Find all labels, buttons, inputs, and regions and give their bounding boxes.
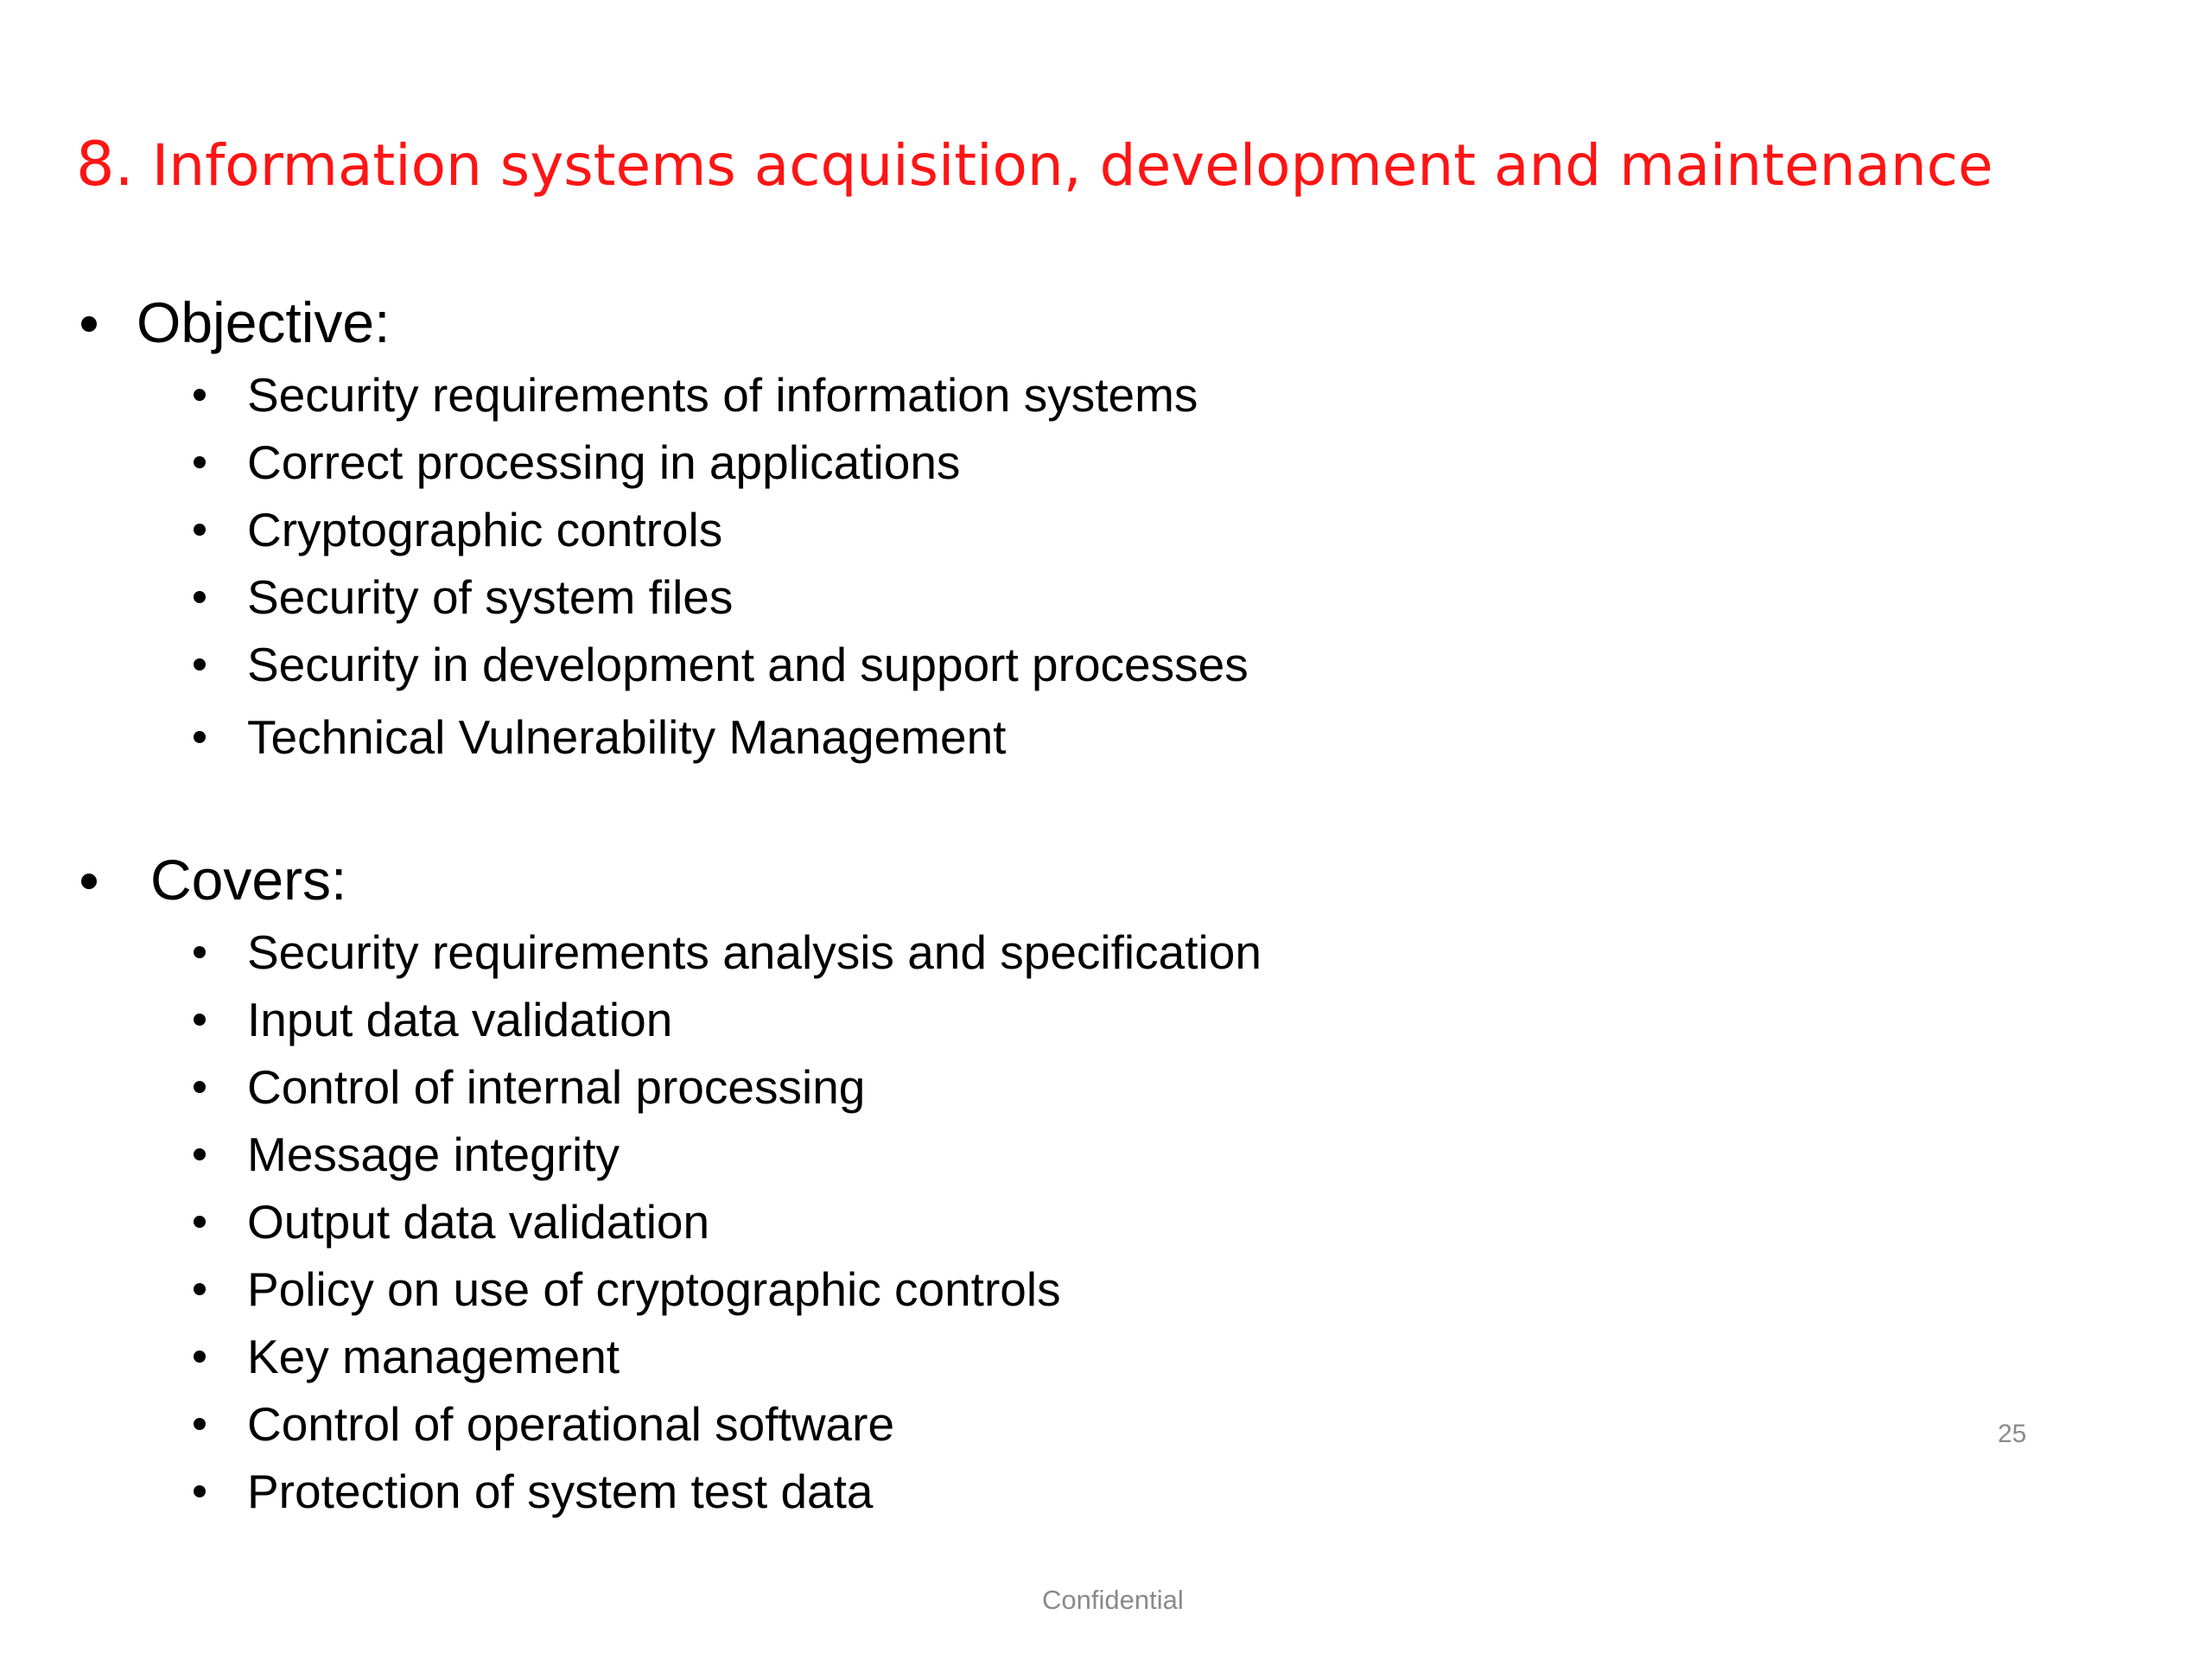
- bullet-icon: [194, 731, 206, 743]
- bullet-icon: [194, 1148, 206, 1160]
- list-item: Security in development and support processes: [247, 638, 1249, 691]
- list-item: Correct processing in applications: [247, 435, 961, 489]
- section-heading-covers: Covers:: [150, 848, 347, 912]
- list-item: Technical Vulnerability Management: [247, 710, 1007, 764]
- list-item: Message integrity: [247, 1128, 620, 1181]
- bullet-icon: [194, 1216, 206, 1228]
- bullet-icon: [194, 1014, 206, 1026]
- bullet-icon: [81, 874, 97, 889]
- bullet-icon: [194, 389, 206, 401]
- list-item: Security of system files: [247, 570, 734, 624]
- section-heading-objective: Objective:: [137, 290, 391, 354]
- list-item: Output data validation: [247, 1195, 710, 1249]
- page-number: 25: [1998, 1420, 2027, 1448]
- footer-label: Confidential: [1042, 1585, 1184, 1615]
- bullet-icon: [194, 524, 206, 536]
- list-item: Policy on use of cryptographic controls: [247, 1262, 1061, 1316]
- bullet-icon: [194, 658, 206, 671]
- list-item: Control of internal processing: [247, 1060, 866, 1114]
- bullet-icon: [194, 1351, 206, 1363]
- list-item: Cryptographic controls: [247, 503, 723, 556]
- bullet-icon: [194, 456, 206, 468]
- list-item: Protection of system test data: [247, 1465, 874, 1518]
- list-item: Security requirements of information systems: [247, 368, 1198, 422]
- list-item: Input data validation: [247, 993, 673, 1046]
- list-item: Security requirements analysis and specification: [247, 925, 1262, 979]
- bullet-icon: [81, 316, 97, 332]
- bullet-icon: [194, 1418, 206, 1430]
- slide-title: [76, 130, 1993, 200]
- bullet-icon: [194, 1485, 206, 1497]
- bullet-icon: [194, 1081, 206, 1093]
- title-number: 8.: [76, 129, 134, 200]
- list-item: Control of operational software: [247, 1397, 895, 1451]
- bullet-icon: [194, 1283, 206, 1295]
- bullet-icon: [194, 946, 206, 958]
- bullet-icon: [194, 591, 206, 603]
- title-text: Information systems acquisition, development and maintenance: [151, 132, 1993, 199]
- list-item: Key management: [247, 1330, 620, 1383]
